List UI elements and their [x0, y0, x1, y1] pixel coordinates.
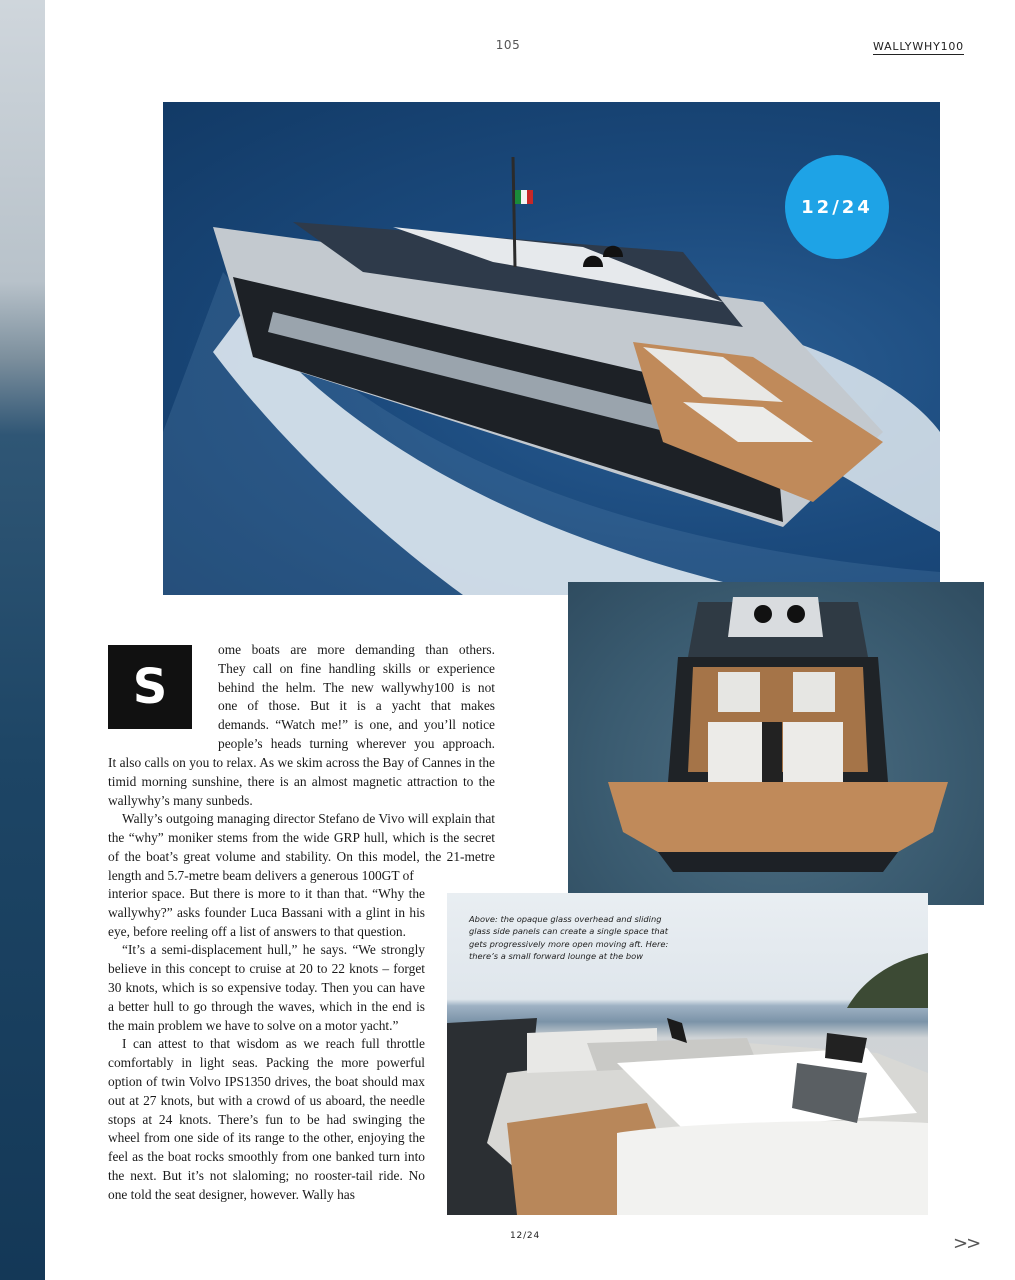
intro-line: behind the helm. The new wallywhy100 is not [218, 679, 495, 695]
photo-caption: Above: the opaque glass overhead and sliding glass side panels can create a single space that gets progressively more open moving aft. Here: there’s a small forward lounge at the bow [469, 914, 669, 962]
article-intro [218, 641, 495, 754]
paragraph-2-continued: interior space. But there is more to it than that. “Why the wallywhy?” asks founder Luca Bassani with a glint in his eye, before reeling off a list of answers to that question. [108, 886, 425, 939]
paragraph-4: I can attest to that wisdom as we reach full throttle comfortably in light seas. Packing the more powerful option of twin Volvo IPS1350 drives, the boat should max out at 27 knots, but with a crowd of us aboard, the needle stops at 24 knots. There’s fun to be had swinging the wheel from one side of its range to the other, enjoying the feel as the boat rocks smoothly from one banked turn into the next. But it’s not slaloming; no rooster-tail ride. No one told the seat designer, however. Wally has [108, 1036, 425, 1202]
article-body-narrow [108, 885, 425, 1205]
intro-line: people’s heads turning wherever you approach. [218, 735, 495, 751]
footer-page-indicator: 12/24 [510, 1231, 540, 1241]
yacht-aft-deck-photo [568, 582, 984, 905]
intro-line: ome boats are more demanding than others. [218, 642, 495, 657]
italian-flag-icon [515, 190, 533, 204]
intro-line: one of those. But it is a yacht that makes [218, 698, 495, 714]
article-body-wide [108, 754, 495, 886]
page-number: 105 [495, 38, 521, 52]
next-arrows-icon[interactable]: >> [953, 1233, 980, 1254]
sea-edge-photo [0, 0, 45, 1280]
paragraph-2: Wally’s outgoing managing director Stefano de Vivo will explain that the “why” moniker stems from the wide GRP hull, which is the secret of the boat’s great volume and stability. On this model, the 21-metre length and 5.7-metre beam delivers a generous 100GT of [108, 811, 495, 883]
intro-line: demands. “Watch me!” is one, and you’ll notice [218, 717, 495, 733]
magazine-section-tag[interactable]: WALLYWHY100 [873, 40, 964, 53]
gallery-counter-badge: 12/24 [785, 155, 889, 259]
intro-line: They call on fine handling skills or experience [218, 660, 495, 676]
paragraph-1-continued: It also calls on you to relax. As we skim across the Bay of Cannes in the timid morning sunshine, there is an almost magnetic attraction to the wallywhy’s many sunbeds. [108, 755, 495, 808]
drop-cap: S [108, 645, 192, 729]
paragraph-3: “It’s a semi-displacement hull,” he says. “We strongly believe in this concept to cruise at 20 to 22 knots – forget 30 knots, which is so expensive today. Then you can have a better hull to go through the waves, which in the end is the main problem we have to solve on a motor yacht.” [108, 942, 425, 1033]
